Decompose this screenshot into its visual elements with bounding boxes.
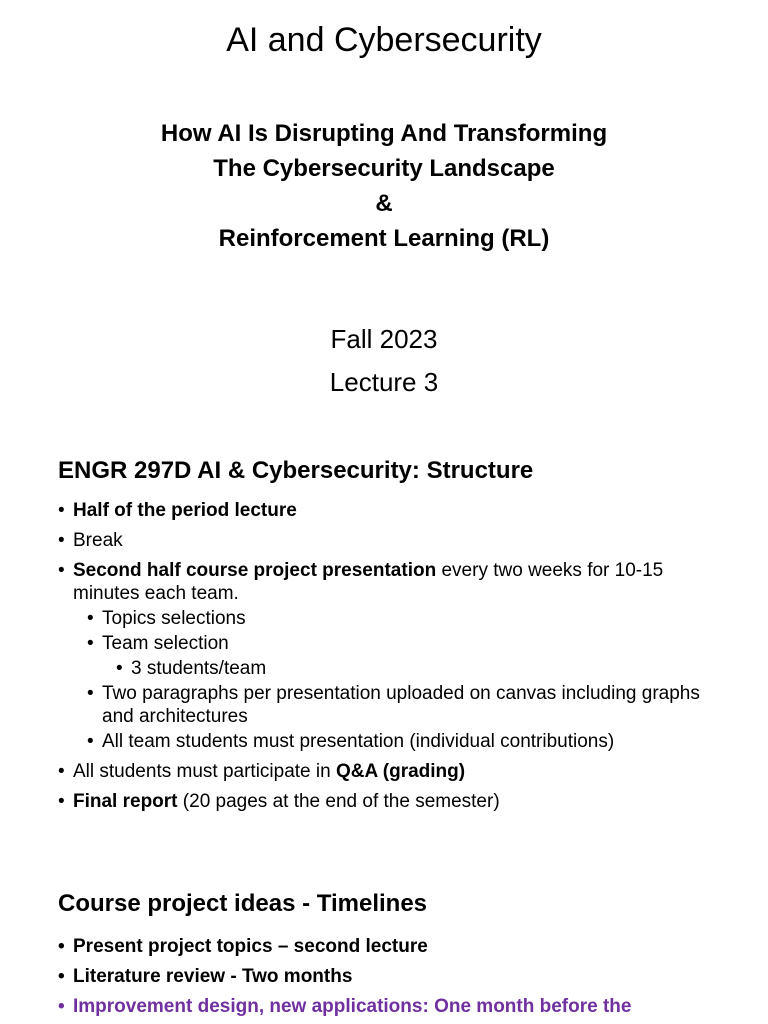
bullet-text: Break [73,530,123,551]
bullet-text-bold: Q&A (grading) [335,761,466,782]
timelines-bullet-list [58,935,718,1024]
list-item [58,935,718,958]
structure-bullet-list [58,499,718,820]
list-item [87,607,718,630]
bullet-text: All students must participate in [73,761,336,782]
list-item [58,790,718,813]
list-item [58,760,718,783]
timelines-heading: Course project ideas - Timelines [58,890,428,917]
list-item [87,682,718,728]
bullet-text: (20 pages at the end of the semester) [177,791,500,812]
bullet-text: 3 students/team [131,658,267,679]
subtitle-line: How AI Is Disrupting And Transforming [160,120,608,147]
bullet-text: Two paragraphs per presentation uploaded on canvas including graphs and architectures [102,683,700,727]
bullet-text-bold: Second half course project presentation [73,560,437,581]
subtitle-line: & [375,190,393,217]
bullet-text: Team selection [102,633,229,654]
bullet-text: Improvement design, new applications: One month before the [73,996,632,1017]
list-item [116,657,718,680]
subtitle-line: The Cybersecurity Landscape [213,155,555,182]
structure-heading: ENGR 297D AI & Cybersecurity: Structure [58,457,534,484]
bullet-text-bold: Final report [73,791,178,812]
list-item [58,995,718,1018]
bullet-text: All team students must presentation (individual contributions) [102,731,615,752]
list-item [58,529,718,552]
bullet-text: every two weeks for 10-15 minutes each team. [73,560,664,604]
bullet-text: Half of the period lecture [73,500,297,521]
list-item [58,965,718,988]
slide-subtitle [0,116,768,256]
slide-title: AI and Cybersecurity [226,21,542,59]
term-info [0,318,768,404]
list-item [87,632,718,655]
term-label: Fall 2023 [330,324,438,354]
subtitle-line: Reinforcement Learning (RL) [218,225,550,252]
title-slide [0,0,768,420]
bullet-text: Topics selections [102,608,246,629]
list-item [87,730,718,753]
list-item [58,559,718,605]
lecture-label: Lecture 3 [329,367,439,397]
list-item [58,499,718,522]
bullet-text: Present project topics – second lecture [73,936,428,957]
bullet-text: Literature review - Two months [73,966,353,987]
